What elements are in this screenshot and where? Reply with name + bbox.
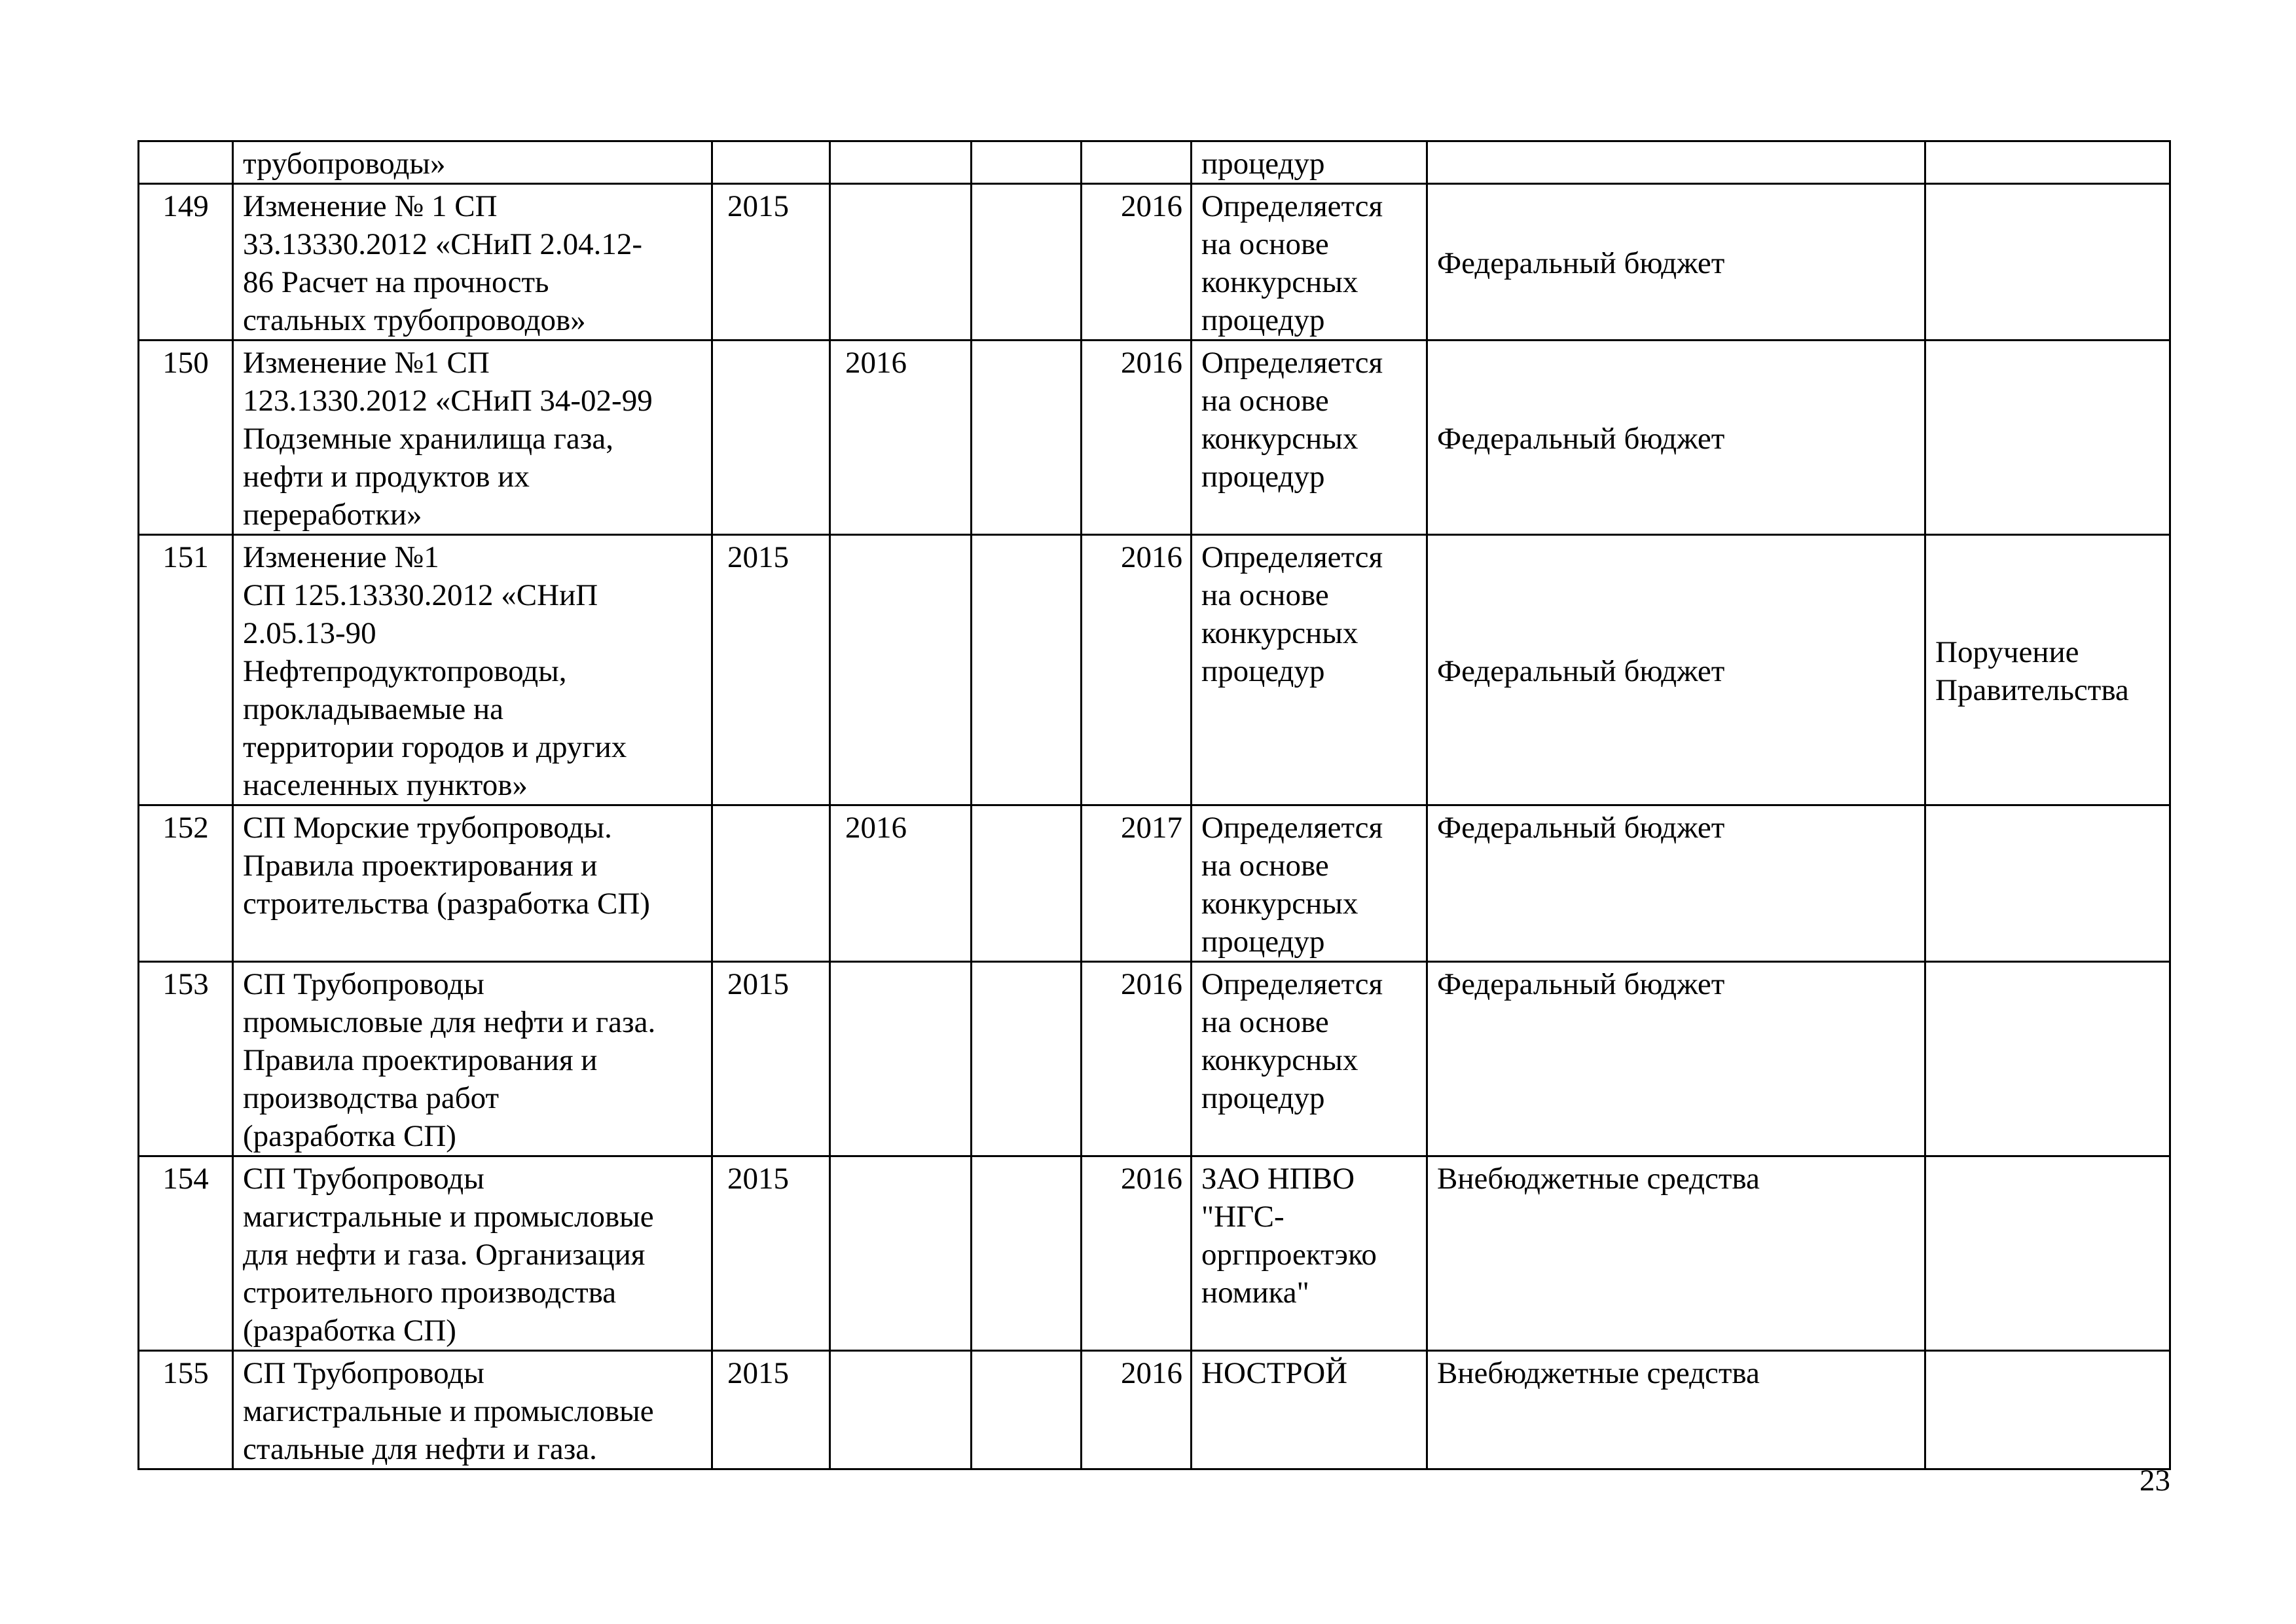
cell-executor	[1192, 141, 1427, 184]
cell-title	[233, 184, 712, 341]
cell-executor	[1192, 341, 1427, 535]
end-year: 2016	[1121, 1356, 1182, 1390]
cell-number	[139, 805, 233, 962]
cell-funding	[1427, 1351, 1925, 1469]
executor-line: на основе	[1201, 578, 1329, 612]
title-line: (разработка СП)	[243, 1314, 456, 1348]
cell-col5	[972, 184, 1082, 341]
cell-end-year	[1082, 341, 1192, 535]
cell-number	[139, 1156, 233, 1351]
cell-funding	[1427, 341, 1925, 535]
cell-funding	[1427, 141, 1925, 184]
cell-note	[1925, 341, 2170, 535]
executor-line: процедур	[1201, 147, 1325, 181]
title-line: производства работ	[243, 1081, 500, 1115]
cell-col5	[972, 1351, 1082, 1469]
funding-source: Внебюджетные средства	[1437, 1162, 1760, 1196]
funding-source: Федеральный бюджет	[1437, 654, 1725, 688]
cell-number	[139, 341, 233, 535]
executor-line: конкурсных	[1201, 1043, 1358, 1077]
note-line: Поручение	[1935, 635, 2079, 669]
executor-line: Определяется	[1201, 346, 1383, 380]
cell-number	[139, 535, 233, 805]
cell-col4	[830, 184, 972, 341]
cell-start-year	[712, 535, 830, 805]
title-line: Изменение №1 СП	[243, 346, 490, 380]
cell-note	[1925, 184, 2170, 341]
cell-number	[139, 962, 233, 1156]
cell-note	[1925, 1351, 2170, 1469]
row-number: 155	[162, 1356, 209, 1390]
title-line: СП Трубопроводы	[243, 1356, 484, 1390]
title-line: СП Трубопроводы	[243, 967, 484, 1001]
cell-executor	[1192, 184, 1427, 341]
title-line: территории городов и других	[243, 730, 627, 764]
title-line: для нефти и газа. Организация	[243, 1238, 646, 1272]
cell-start-year	[712, 805, 830, 962]
title-line: 33.13330.2012 «СНиП 2.04.12-	[243, 227, 643, 261]
title-line: 123.1330.2012 «СНиП 34-02-99	[243, 384, 653, 418]
title-line: населенных пунктов»	[243, 768, 528, 802]
funding-source: Федеральный бюджет	[1437, 422, 1725, 456]
executor-line: оргпроектэко	[1201, 1238, 1377, 1272]
executor-line: номика"	[1201, 1276, 1309, 1310]
cell-title	[233, 1351, 712, 1469]
funding-source: Федеральный бюджет	[1437, 967, 1725, 1001]
note-line: Правительства	[1935, 673, 2129, 707]
executor-line: процедур	[1201, 460, 1325, 494]
col4-year: 2016	[845, 811, 907, 845]
executor-line: на основе	[1201, 1005, 1329, 1039]
cell-note	[1925, 805, 2170, 962]
executor-line: на основе	[1201, 849, 1329, 883]
title-line: СП 125.13330.2012 «СНиП	[243, 578, 598, 612]
end-year: 2016	[1121, 540, 1182, 574]
cell-col5	[972, 805, 1082, 962]
row-number: 149	[162, 189, 209, 223]
title-line: (разработка СП)	[243, 1119, 456, 1153]
table-row	[139, 184, 2170, 341]
title-line: прокладываемые на	[243, 692, 504, 726]
cell-col4	[830, 805, 972, 962]
cell-col4	[830, 1351, 972, 1469]
executor-line: "НГС-	[1201, 1200, 1285, 1234]
cell-funding	[1427, 962, 1925, 1156]
executor-line: процедур	[1201, 925, 1325, 959]
cell-end-year	[1082, 141, 1192, 184]
title-line: Правила проектирования и	[243, 849, 598, 883]
executor-line: процедур	[1201, 303, 1325, 337]
title-line: стальные для нефти и газа.	[243, 1432, 597, 1466]
start-year: 2015	[727, 1162, 789, 1196]
cell-start-year	[712, 184, 830, 341]
table-row	[139, 535, 2170, 805]
row-number: 152	[162, 811, 209, 845]
start-year: 2015	[727, 189, 789, 223]
table-row-continuation	[139, 141, 2170, 184]
end-year: 2017	[1121, 811, 1182, 845]
title-line: Изменение №1	[243, 540, 439, 574]
table-body	[139, 141, 2170, 1469]
cell-executor	[1192, 805, 1427, 962]
cell-col4	[830, 141, 972, 184]
title-line: СП Морские трубопроводы.	[243, 811, 612, 845]
cell-start-year	[712, 1156, 830, 1351]
cell-executor	[1192, 535, 1427, 805]
title-line: магистральные и промысловые	[243, 1200, 654, 1234]
start-year: 2015	[727, 540, 789, 574]
executor-line: процедур	[1201, 1081, 1325, 1115]
cell-col5	[972, 141, 1082, 184]
funding-source: Федеральный бюджет	[1437, 811, 1725, 845]
cell-col5	[972, 962, 1082, 1156]
col4-year: 2016	[845, 346, 907, 380]
executor-line: Определяется	[1201, 540, 1383, 574]
executor-line: процедур	[1201, 654, 1325, 688]
executor-line: конкурсных	[1201, 616, 1358, 650]
cell-funding	[1427, 535, 1925, 805]
standards-plan-table	[137, 140, 2171, 1470]
start-year: 2015	[727, 967, 789, 1001]
table-row	[139, 1156, 2170, 1351]
executor-line: конкурсных	[1201, 887, 1358, 921]
table-row	[139, 1351, 2170, 1469]
cell-funding	[1427, 1156, 1925, 1351]
cell-start-year	[712, 962, 830, 1156]
cell-funding	[1427, 184, 1925, 341]
title-line: строительства (разработка СП)	[243, 887, 650, 921]
cell-end-year	[1082, 1156, 1192, 1351]
cell-title	[233, 962, 712, 1156]
executor-line: на основе	[1201, 227, 1329, 261]
title-line: Правила проектирования и	[243, 1043, 598, 1077]
title-line: 2.05.13-90	[243, 616, 376, 650]
cell-end-year	[1082, 184, 1192, 341]
cell-col5	[972, 535, 1082, 805]
row-number: 150	[162, 346, 209, 380]
title-line: Изменение № 1 СП	[243, 189, 498, 223]
cell-col4	[830, 535, 972, 805]
cell-col5	[972, 1156, 1082, 1351]
cell-start-year	[712, 141, 830, 184]
cell-end-year	[1082, 535, 1192, 805]
cell-executor	[1192, 962, 1427, 1156]
title-line: Нефтепродуктопроводы,	[243, 654, 567, 688]
cell-end-year	[1082, 962, 1192, 1156]
cell-title	[233, 1156, 712, 1351]
cell-title	[233, 341, 712, 535]
end-year: 2016	[1121, 189, 1182, 223]
table-row	[139, 805, 2170, 962]
start-year: 2015	[727, 1356, 789, 1390]
row-number: 151	[162, 540, 209, 574]
cell-executor	[1192, 1351, 1427, 1469]
end-year: 2016	[1121, 1162, 1182, 1196]
executor-line: Определяется	[1201, 811, 1383, 845]
cell-title	[233, 141, 712, 184]
cell-title	[233, 535, 712, 805]
executor-line: на основе	[1201, 384, 1329, 418]
cell-col4	[830, 1156, 972, 1351]
table-row	[139, 962, 2170, 1156]
cell-note	[1925, 141, 2170, 184]
cell-number	[139, 1351, 233, 1469]
title-line: стальных трубопроводов»	[243, 303, 586, 337]
title-line: переработки»	[243, 498, 422, 532]
executor-line: Определяется	[1201, 967, 1383, 1001]
cell-note	[1925, 1156, 2170, 1351]
cell-note	[1925, 535, 2170, 805]
cell-note	[1925, 962, 2170, 1156]
end-year: 2016	[1121, 346, 1182, 380]
cell-end-year	[1082, 805, 1192, 962]
cell-col4	[830, 962, 972, 1156]
row-number: 154	[162, 1162, 209, 1196]
title-line: трубопроводы»	[243, 147, 446, 181]
cell-title	[233, 805, 712, 962]
cell-end-year	[1082, 1351, 1192, 1469]
executor-line: Определяется	[1201, 189, 1383, 223]
row-number: 153	[162, 967, 209, 1001]
table-row	[139, 341, 2170, 535]
funding-source: Федеральный бюджет	[1437, 246, 1725, 280]
cell-start-year	[712, 1351, 830, 1469]
cell-number	[139, 184, 233, 341]
title-line: строительного производства	[243, 1276, 617, 1310]
page-number: 23	[2140, 1464, 2170, 1498]
end-year: 2016	[1121, 967, 1182, 1001]
cell-col5	[972, 341, 1082, 535]
cell-funding	[1427, 805, 1925, 962]
title-line: Подземные хранилища газа,	[243, 422, 613, 456]
title-line: промысловые для нефти и газа.	[243, 1005, 656, 1039]
executor-line: ЗАО НПВО	[1201, 1162, 1355, 1196]
title-line: нефти и продуктов их	[243, 460, 530, 494]
executor-line: НОСТРОЙ	[1201, 1356, 1348, 1390]
title-line: магистральные и промысловые	[243, 1394, 654, 1428]
cell-col4	[830, 341, 972, 535]
cell-start-year	[712, 341, 830, 535]
title-line: 86 Расчет на прочность	[243, 265, 549, 299]
cell-number	[139, 141, 233, 184]
cell-executor	[1192, 1156, 1427, 1351]
funding-source: Внебюджетные средства	[1437, 1356, 1760, 1390]
title-line: СП Трубопроводы	[243, 1162, 484, 1196]
executor-line: конкурсных	[1201, 422, 1358, 456]
executor-line: конкурсных	[1201, 265, 1358, 299]
